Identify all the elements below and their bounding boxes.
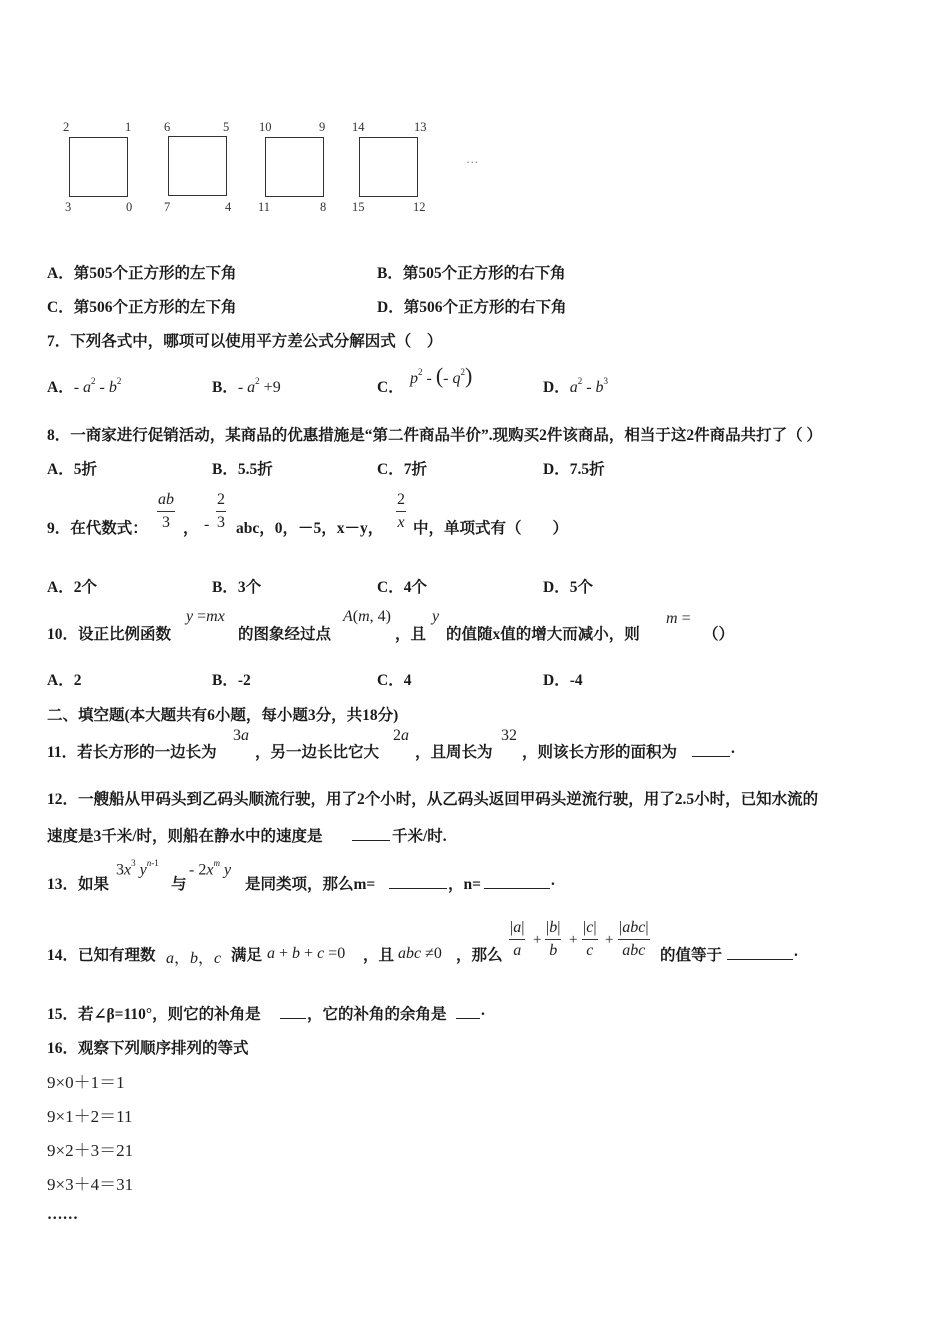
- plus-sign: +: [605, 932, 614, 948]
- q14-frac-c: $\frac{|c|}{c}$: [583, 919, 597, 959]
- corner-label: 11: [258, 200, 271, 214]
- square-2: [168, 136, 227, 196]
- math-expr: - $a^2 - b^2$: [73, 375, 122, 396]
- q9-stem-suffix: 中，单项式有（ ）: [413, 520, 569, 537]
- q10-text-5: （）: [703, 626, 735, 643]
- q14-frac-b: $\frac{|b|}{b}$: [546, 919, 561, 959]
- q14-text-3: ，且: [363, 947, 395, 964]
- q14-math-abc: a，b，c: [166, 950, 222, 967]
- q9-minus: -: [204, 516, 210, 533]
- q13-m-blank[interactable]: [389, 874, 447, 889]
- q6-option-d[interactable]: D．第506个正方形的右下角: [377, 299, 567, 316]
- q14-math-product: abc ≠0: [398, 945, 442, 962]
- q8-stem: 8．一商家进行促销活动，某商品的优惠措施是“第二件商品半价”.现购买2件该商品，相当于这2件商品共打了（ ）: [47, 427, 823, 444]
- q14-end: .: [794, 943, 798, 960]
- plus-sign: +: [533, 932, 542, 948]
- q9-option-c[interactable]: C．4个: [377, 579, 427, 596]
- q11-end: .: [731, 740, 735, 757]
- corner-label: 15: [352, 200, 365, 214]
- q14-text-1: 14．已知有理数: [47, 947, 156, 964]
- q9-frac-2-3: $\frac{2}{3}$: [217, 491, 225, 531]
- q8-option-b[interactable]: B．5.5折: [212, 461, 273, 478]
- q13-text-3: 是同类项，那么m=: [245, 876, 376, 893]
- q10-option-d[interactable]: D．-4: [543, 672, 583, 689]
- corner-label: 0: [126, 200, 133, 214]
- corner-label: 14: [352, 120, 365, 134]
- plus-sign: +: [569, 932, 578, 948]
- q7-option-d[interactable]: [543, 375, 608, 397]
- q8-option-c[interactable]: C．7折: [377, 461, 427, 478]
- corner-label: 7: [164, 200, 171, 214]
- q6-option-c[interactable]: C．第506个正方形的左下角: [47, 299, 237, 316]
- q8-option-d[interactable]: D．7.5折: [543, 461, 605, 478]
- q16-equation-3: 9×2＋3＝21: [47, 1141, 134, 1160]
- q15-text-2: ，它的补角的余角是: [307, 1006, 447, 1023]
- q11-text-2: ，另一边长比它大: [255, 744, 380, 761]
- square-4: [359, 137, 418, 197]
- q13-text-2: 与: [171, 876, 187, 893]
- q13-n-blank[interactable]: [484, 874, 550, 889]
- q16-equation-1: 9×0＋1＝1: [47, 1073, 125, 1092]
- q12-line-1: 12．一艘船从甲码头到乙码头顺流行驶，用了2个小时，从乙码头返回甲码头逆流行驶，用了2.5小时，已知水流的: [47, 791, 819, 808]
- q12-line-2b: 千米/时.: [392, 828, 447, 845]
- q10-text-1: 10．设正比例函数: [47, 626, 172, 643]
- q11-text-4: ，则该长方形的面积为: [522, 744, 678, 761]
- q7-stem: 7．下列各式中，哪项可以使用平方差公式分解因式（ ）: [47, 333, 443, 350]
- figure-ellipsis: …: [466, 152, 479, 166]
- option-label: C．: [377, 379, 404, 396]
- q6-option-b[interactable]: B．第505个正方形的右下角: [377, 265, 566, 282]
- q10-text-3: ，且: [395, 626, 427, 643]
- option-label: A．: [47, 379, 74, 396]
- q14-math-sum: a + b + c =0: [267, 945, 346, 962]
- q14-text-2: 满足: [231, 947, 263, 964]
- q13-text-4: ，n=: [448, 876, 481, 893]
- math-expr: $a^2 - b^3$: [569, 375, 609, 396]
- q10-math-y: y: [432, 608, 440, 625]
- q11-math-3a: 3a: [233, 727, 249, 744]
- corner-label: 8: [320, 200, 327, 214]
- q9-stem-prefix: 9．在代数式：: [47, 520, 148, 537]
- q8-option-a[interactable]: A．5折: [47, 461, 97, 478]
- q15-blank-2[interactable]: [456, 1004, 480, 1019]
- q6-option-a[interactable]: A．第505个正方形的左下角: [47, 265, 237, 282]
- q11-text-3: ，且周长为: [415, 744, 493, 761]
- q16-stem: 16．观察下列顺序排列的等式: [47, 1040, 249, 1057]
- q16-equation-4: 9×3＋4＝31: [47, 1175, 134, 1194]
- q13-math-term-2: - $2x^m$ y: [189, 858, 232, 879]
- corner-label: 6: [164, 120, 171, 134]
- q7-c-math: $p^2$ - (- $q^2$): [410, 363, 473, 388]
- q10-option-c[interactable]: C．4: [377, 672, 412, 689]
- corner-label: 1: [125, 120, 132, 134]
- q13-text-1: 13．如果: [47, 876, 110, 893]
- q14-text-5: 的值等于: [660, 947, 723, 964]
- q7-option-c[interactable]: [377, 375, 404, 397]
- option-label: D．: [543, 379, 570, 396]
- q15-blank-1[interactable]: [280, 1004, 306, 1019]
- q14-frac-a: $\frac{|a|}{a}$: [510, 919, 525, 959]
- q10-option-b[interactable]: B．-2: [212, 672, 251, 689]
- q9-option-b[interactable]: B．3个: [212, 579, 262, 596]
- corner-label: 3: [65, 200, 72, 214]
- q10-option-a[interactable]: A．2: [47, 672, 82, 689]
- q12-line-2a: 速度是3千米/时，则船在静水中的速度是: [47, 828, 323, 845]
- section-heading: 二、填空题(本大题共有6小题，每小题3分，共18分): [47, 707, 399, 724]
- corner-label: 2: [63, 120, 70, 134]
- q9-option-d[interactable]: D．5个: [543, 579, 593, 596]
- q14-answer-blank[interactable]: [727, 945, 793, 960]
- q15-text-1: 15．若∠β=110°，则它的补角是: [47, 1006, 261, 1023]
- q11-answer-blank[interactable]: [692, 742, 730, 757]
- q9-frac-ab-3: $\frac{ab}{3}$: [158, 491, 174, 531]
- q14-frac-abc: |abc| abc: [619, 919, 649, 959]
- q13-end: .: [551, 872, 555, 889]
- corner-label: 12: [413, 200, 426, 214]
- square-1: [69, 137, 128, 197]
- q14-text-4: ，那么: [456, 947, 503, 964]
- q10-math-y-mx: y =mx: [186, 608, 225, 625]
- q7-option-a[interactable]: [47, 375, 121, 397]
- square-3: [265, 137, 324, 197]
- q13-math-term-1: $3x^3$ $y^{n-1}$: [116, 858, 159, 879]
- q11-math-2a: 2a: [393, 727, 409, 744]
- q9-frac-2-x: $\frac{2}{x}$: [397, 491, 405, 531]
- q7-option-b[interactable]: [212, 375, 281, 397]
- q11-text-1: 11．若长方形的一边长为: [47, 744, 217, 761]
- q10-math-m: m =: [666, 610, 691, 627]
- math-expr: - $a^2 +9$: [237, 375, 281, 396]
- corner-label: 10: [259, 120, 272, 134]
- corner-label: 9: [319, 120, 326, 134]
- q10-text-4: 的值随x值的增大而减小，则: [446, 626, 640, 643]
- q15-end: .: [481, 1002, 485, 1019]
- option-label: B．: [212, 379, 238, 396]
- q12-answer-blank[interactable]: [352, 826, 390, 841]
- corner-label: 5: [223, 120, 230, 134]
- q9-option-a[interactable]: A．2个: [47, 579, 97, 596]
- q10-text-2: 的图象经过点: [238, 626, 332, 643]
- q11-math-32: 32: [501, 727, 517, 744]
- q9-comma: ，: [183, 520, 199, 537]
- q16-equation-2: 9×1＋2＝11: [47, 1107, 133, 1126]
- q9-text-mid: abc，0，－5，x－y，: [236, 520, 384, 537]
- corner-label: 13: [414, 120, 427, 134]
- corner-label: 4: [225, 200, 232, 214]
- q16-ellipsis: ……: [47, 1206, 78, 1223]
- q10-math-point: A(m, 4): [343, 608, 391, 625]
